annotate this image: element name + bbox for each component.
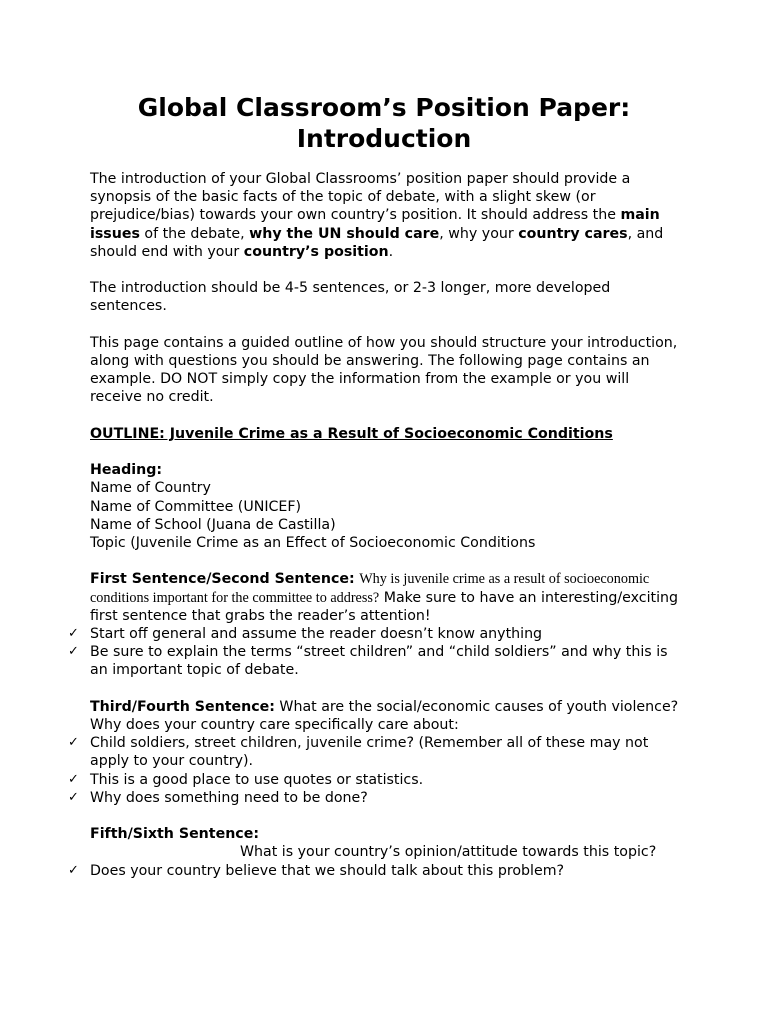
third-sentence-text: What are the social/economic causes of youth violence? Why does your country care specifically care about: — [90, 698, 679, 733]
list-item-text: Does your country believe that we should talk about this problem? — [90, 862, 565, 879]
guide-paragraph: This page contains a guided outline of how you should structure your introduction, along with questions you should be answering. The following page contains an example. DO NOT simply copy the information from the example or you will receive no credit. — [90, 334, 678, 406]
list-item-text: This is a good place to use quotes or statistics. — [90, 771, 424, 788]
intro-bold-main-issues: main issues — [90, 207, 660, 242]
heading-item: Topic (Juvenile Crime as an Effect of Socioeconomic Conditions — [90, 535, 536, 551]
fifth-sixth-sentence-section — [68, 825, 680, 880]
checkmark-icon: ✓ — [68, 644, 79, 660]
length-paragraph: The introduction should be 4-5 sentences, or 2-3 longer, more developed sentences. — [90, 280, 611, 315]
fifth-sentence-checklist — [68, 862, 680, 880]
first-sentence-question: Why is juvenile crime as a result of socioeconomic conditions important for the committee to address? — [90, 571, 650, 606]
intro-bold-country-cares: country cares — [518, 225, 628, 242]
list-item — [68, 771, 680, 789]
list-item — [68, 789, 680, 807]
list-item-text: Why does something need to be done? — [90, 789, 368, 806]
document-body — [68, 170, 680, 898]
page-title — [60, 92, 708, 154]
list-item-text: Start off general and assume the reader doesn’t know anything — [90, 626, 543, 642]
checkmark-icon: ✓ — [68, 862, 79, 878]
intro-bold-country-position: country’s position — [243, 243, 389, 260]
intro-text-5: . — [388, 243, 394, 260]
third-sentence-checklist — [68, 734, 680, 807]
list-item — [68, 862, 680, 880]
third-fourth-sentence-section — [68, 698, 680, 807]
list-item — [68, 643, 680, 679]
first-sentence-label: First Sentence/Second Sentence: — [90, 571, 355, 588]
first-second-sentence-section — [68, 570, 680, 679]
heading-section — [90, 461, 680, 552]
list-item — [68, 734, 680, 770]
heading-item: Name of Country — [90, 480, 211, 497]
third-sentence-intro — [90, 698, 680, 734]
heading-item: Name of Committee (UNICEF) — [90, 498, 302, 515]
heading-label: Heading: — [90, 462, 163, 479]
third-sentence-label: Third/Fourth Sentence: — [90, 698, 275, 715]
checkmark-icon: ✓ — [68, 735, 79, 751]
first-sentence-rest: Make sure to have an interesting/exciting first sentence that grabs the reader’s attention! — [90, 589, 679, 624]
first-sentence-intro — [90, 570, 680, 625]
checkmark-icon: ✓ — [68, 771, 79, 787]
title-line-2: Introduction — [296, 124, 472, 153]
list-item-text: Be sure to explain the terms “street children” and “child soldiers” and why this is an important topic of debate. — [90, 644, 668, 679]
checkmark-icon: ✓ — [68, 789, 79, 805]
heading-item: Name of School (Juana de Castilla) — [90, 516, 336, 533]
intro-text-3: , why your — [439, 225, 519, 242]
intro-text-1: The introduction of your Global Classrooms’ position paper should provide a synopsis of the basic facts of the topic of debate, with a slight skew (or prejudice/bias) towards your own country’s position. It should address the — [90, 171, 631, 224]
intro-text-4: , and should end with your — [90, 225, 664, 260]
list-item-text: Child soldiers, street children, juvenile crime? (Remember all of these may not apply to your country). — [90, 735, 649, 770]
intro-text-2: of the debate, — [139, 225, 250, 242]
intro-paragraph — [90, 170, 680, 261]
fifth-sentence-text: What is your country’s opinion/attitude towards this topic? — [240, 844, 657, 861]
intro-bold-un-care: why the UN should care — [249, 225, 440, 242]
fifth-sentence-label: Fifth/Sixth Sentence: — [90, 826, 259, 843]
first-sentence-checklist — [68, 625, 680, 680]
title-line-1: Global Classroom’s Position Paper: — [137, 93, 631, 122]
checkmark-icon: ✓ — [68, 626, 79, 641]
outline-title: OUTLINE: Juvenile Crime as a Result of Socioeconomic Conditions — [90, 425, 613, 442]
list-item — [68, 625, 680, 643]
